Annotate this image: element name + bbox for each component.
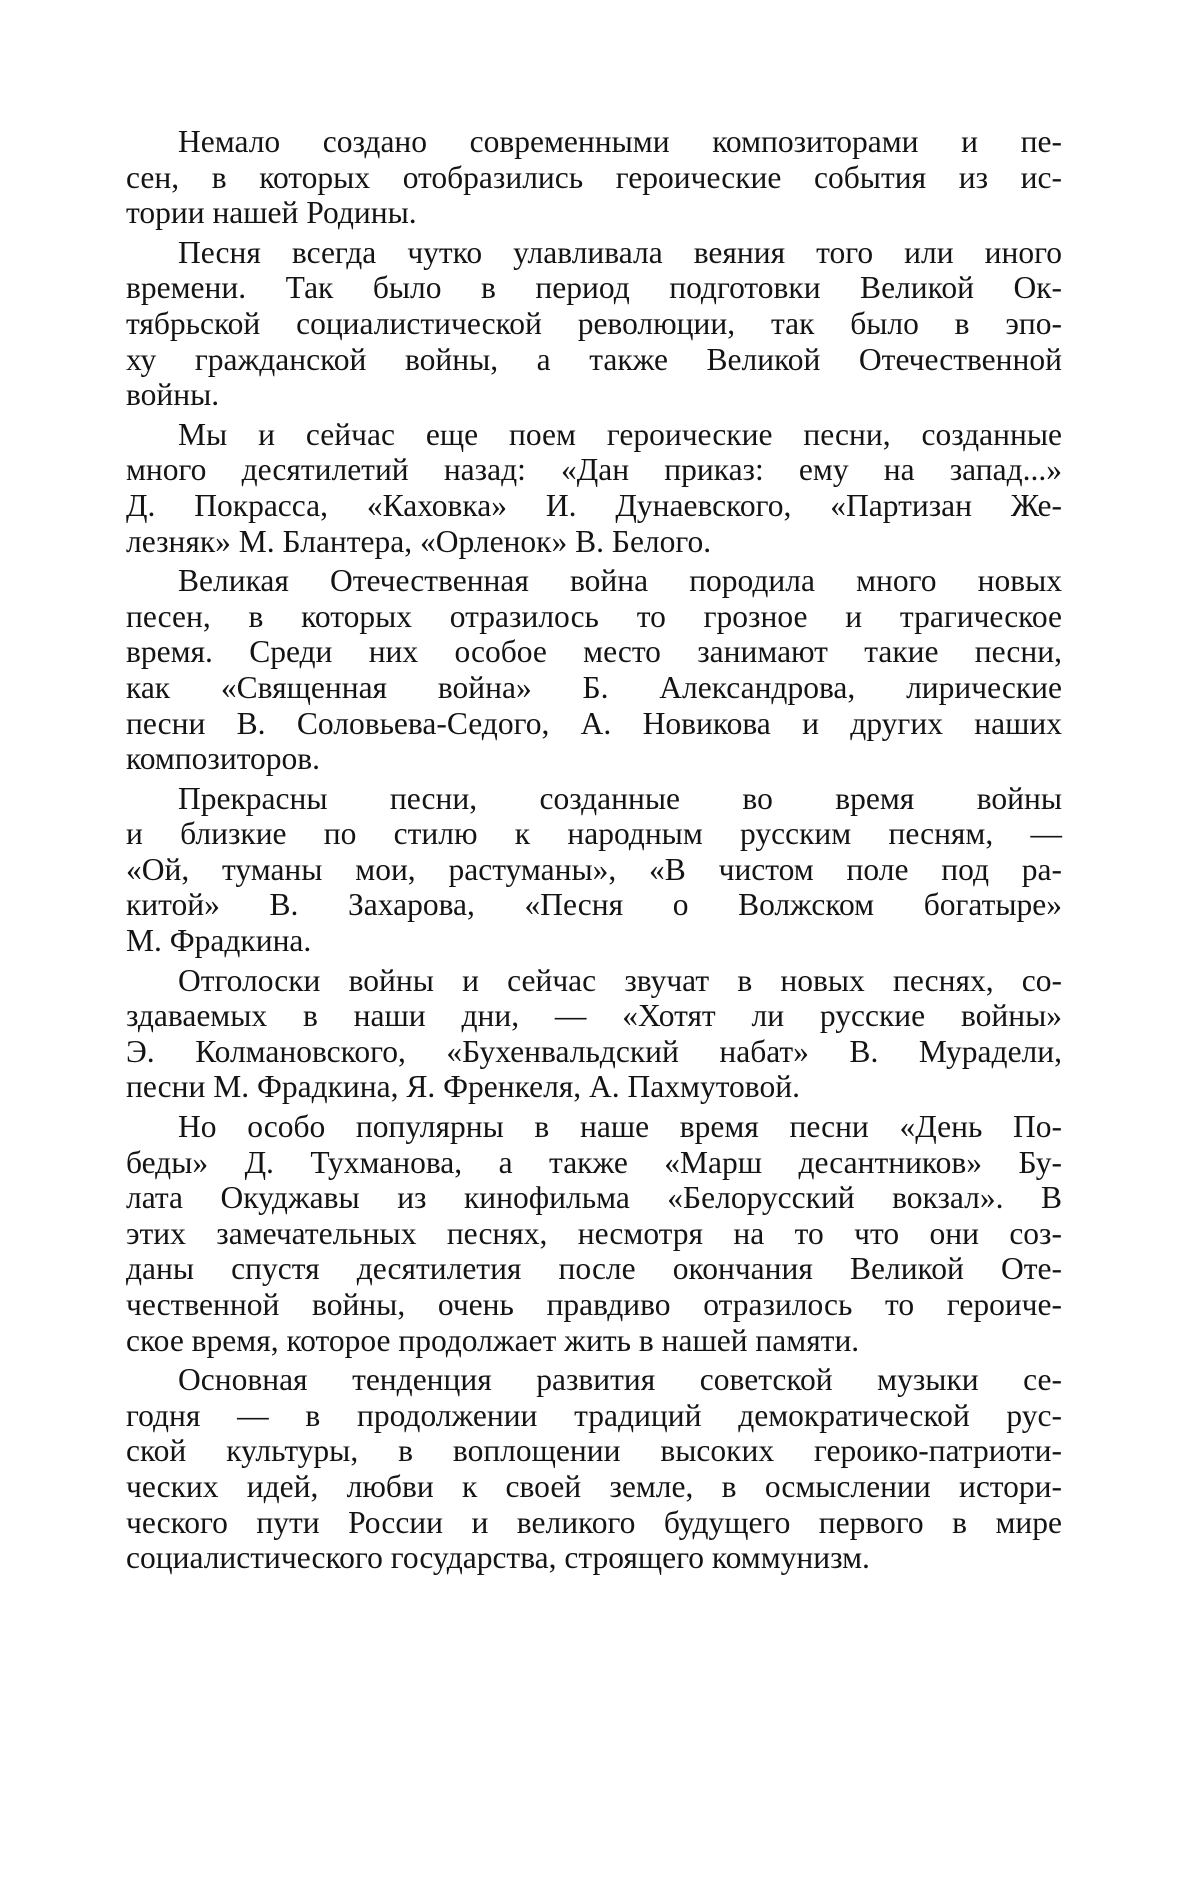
text-line: годня — в продолжении традиций демократической рус- bbox=[126, 1398, 1062, 1434]
text-line: и близкие по стилю к народным русским песням, — bbox=[126, 816, 1062, 852]
body-text bbox=[126, 124, 1062, 1576]
text-line: Мы и сейчас еще поем героические песни, созданные bbox=[126, 417, 1062, 453]
text-line: как «Священная война» Б. Александрова, лирические bbox=[126, 670, 1062, 706]
text-line: много десятилетий назад: «Дан приказ: ему на запад...» bbox=[126, 452, 1062, 488]
text-line: ской культуры, в воплощении высоких героико-патриоти- bbox=[126, 1433, 1062, 1469]
text-line: лата Окуджавы из кинофильма «Белорусский вокзал». В bbox=[126, 1180, 1062, 1216]
text-line: Прекрасны песни, созданные во время войны bbox=[126, 781, 1062, 817]
text-line: даны спустя десятилетия после окончания Великой Оте- bbox=[126, 1251, 1062, 1287]
paragraph bbox=[126, 1105, 1062, 1358]
text-line: Основная тенденция развития советской музыки се- bbox=[126, 1362, 1062, 1398]
paragraph bbox=[126, 124, 1062, 231]
text-line: ческих идей, любви к своей земле, в осмыслении истори- bbox=[126, 1469, 1062, 1505]
text-line: тябрьской социалистической революции, так было в эпо- bbox=[126, 306, 1062, 342]
text-line: ху гражданской войны, а также Великой Отечественной bbox=[126, 342, 1062, 378]
book-page bbox=[0, 0, 1200, 1880]
text-line: времени. Так было в период подготовки Великой Ок- bbox=[126, 270, 1062, 306]
text-line: ское время, которое продолжает жить в нашей памяти. bbox=[126, 1323, 1062, 1359]
paragraph bbox=[126, 231, 1062, 413]
text-line: Песня всегда чутко улавливала веяния того или иного bbox=[126, 235, 1062, 271]
paragraph bbox=[126, 413, 1062, 559]
text-line: Отголоски войны и сейчас звучат в новых песнях, со- bbox=[126, 963, 1062, 999]
text-line: войны. bbox=[126, 377, 1062, 413]
text-line: китой» В. Захарова, «Песня о Волжском богатыре» bbox=[126, 887, 1062, 923]
text-line: «Ой, туманы мои, растуманы», «В чистом поле под ра- bbox=[126, 852, 1062, 888]
text-line: М. Фрадкина. bbox=[126, 923, 1062, 959]
text-line: социалистического государства, строящего коммунизм. bbox=[126, 1540, 1062, 1576]
text-line: Но особо популярны в наше время песни «День По- bbox=[126, 1109, 1062, 1145]
text-line: Великая Отечественная война породила много новых bbox=[126, 563, 1062, 599]
text-line: Д. Покрасса, «Каховка» И. Дунаевского, «Партизан Же- bbox=[126, 488, 1062, 524]
paragraph bbox=[126, 959, 1062, 1105]
text-line: Э. Колмановского, «Бухенвальдский набат» В. Мурадели, bbox=[126, 1034, 1062, 1070]
text-line: композиторов. bbox=[126, 741, 1062, 777]
text-line: сен, в которых отобразились героические события из ис- bbox=[126, 160, 1062, 196]
text-line: песни В. Соловьева-Седого, А. Новикова и других наших bbox=[126, 706, 1062, 742]
text-line: время. Среди них особое место занимают такие песни, bbox=[126, 634, 1062, 670]
text-line: Немало создано современными композиторами и пе- bbox=[126, 124, 1062, 160]
text-line: этих замечательных песнях, несмотря на то что они соз- bbox=[126, 1216, 1062, 1252]
text-line: ческого пути России и великого будущего первого в мире bbox=[126, 1505, 1062, 1541]
text-line: чественной войны, очень правдиво отразилось то героиче- bbox=[126, 1287, 1062, 1323]
text-line: песен, в которых отразилось то грозное и трагическое bbox=[126, 599, 1062, 635]
text-line: беды» Д. Тухманова, а также «Марш десантников» Бу- bbox=[126, 1145, 1062, 1181]
text-line: лезняк» М. Блантера, «Орленок» В. Белого. bbox=[126, 524, 1062, 560]
text-line: тории нашей Родины. bbox=[126, 195, 1062, 231]
text-line: песни М. Фрадкина, Я. Френкеля, А. Пахмутовой. bbox=[126, 1069, 1062, 1105]
paragraph bbox=[126, 1358, 1062, 1576]
paragraph bbox=[126, 777, 1062, 959]
paragraph bbox=[126, 559, 1062, 777]
text-line: здаваемых в наши дни, — «Хотят ли русские войны» bbox=[126, 998, 1062, 1034]
